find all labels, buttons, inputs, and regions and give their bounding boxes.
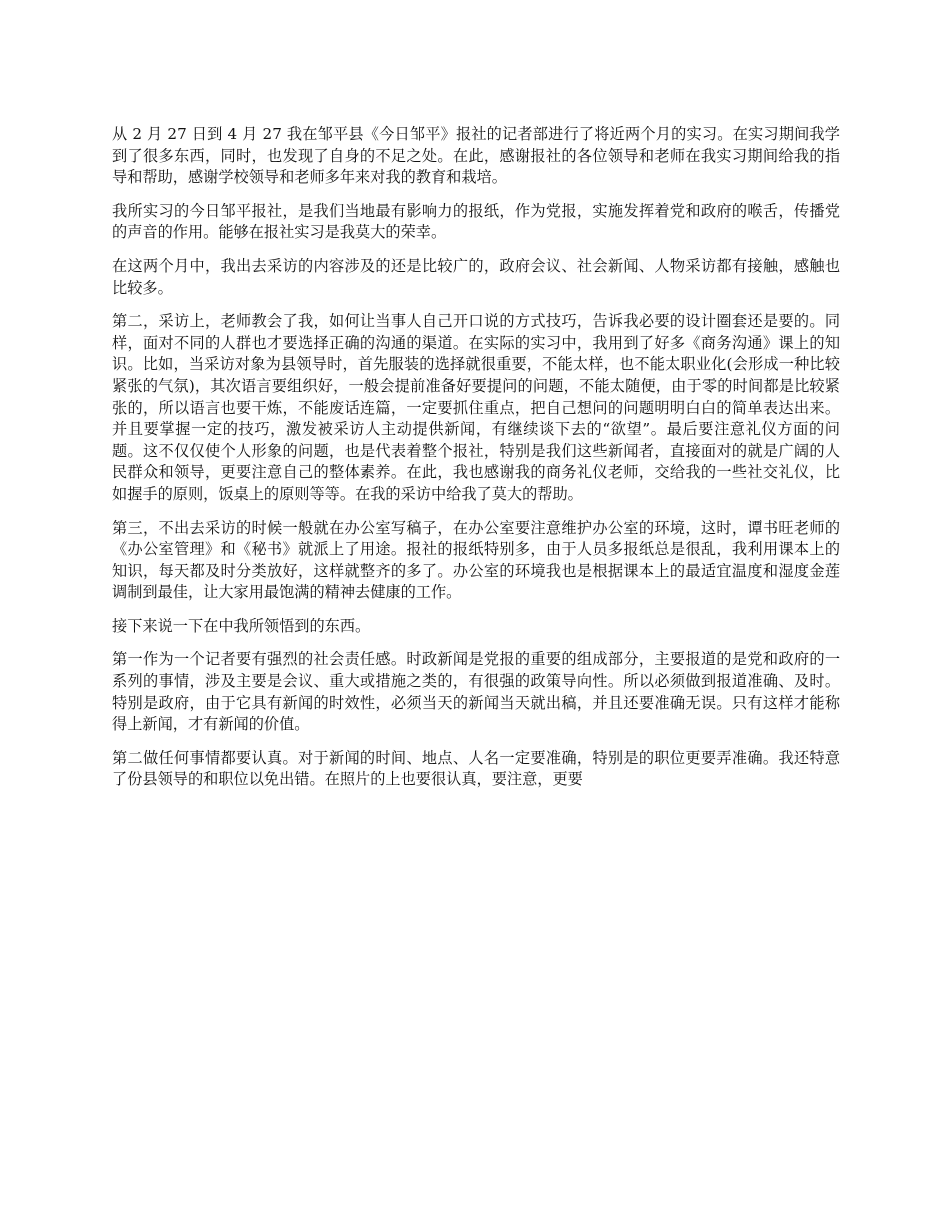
paragraph-second-interview: 第二，采访上，老师教会了我，如何让当事人自己开口说的方式技巧，告诉我必要的设计圈套还是要的。同样，面对不同的人群也才要选择正确的沟通的渠道。在实际的实习中，我用到了好多《商务沟通》课上的知识。比如，当采访对象为县领导时，首先服装的选择就很重要，不能太样，也不能太职业化(会形成一种比较紧张的气氛)，其次语言要组织好，一般会提前准备好要提问的问题，不能太随便，由于零的时间都是比较紧张的，所以语言也要干炼，不能废话连篇，一定要抓住重点，把自己想问的问题明明白白的简单表达出来。并且要掌握一定的技巧，激发被采访人主动提供新闻，有继续谈下去的“欲望”。最后要注意礼仪方面的问题。这不仅仅使个人形象的问题，也是代表着整个报社，特别是我们这些新闻者，直接面对的就是广阔的人民群众和领导，更要注意自己的整体素养。在此，我也感谢我的商务礼仪老师，交给我的一些社交礼仪，比如握手的原则，饭桌上的原则等等。在我的采访中给我了莫大的帮助。 bbox=[112, 312, 840, 503]
paragraph-intro: 从 2 月 27 日到 4 月 27 我在邹平县《今日邹平》报社的记者部进行了将近两个月的实习。在实习期间我学到了很多东西，同时，也发现了自身的不足之处。在此，感谢报社的各位领导和老师在我实习期间给我的指导和帮助，感谢学校领导和老师多年来对我的教育和栽培。 bbox=[112, 125, 840, 187]
paragraph-newspaper: 我所实习的今日邹平报社，是我们当地最有影响力的报纸，作为党报，实施发挥着党和政府的喉舌，传播党的声音的作用。能够在报社实习是我莫大的荣幸。 bbox=[112, 201, 840, 242]
paragraph-transition: 接下来说一下在中我所领悟到的东西。 bbox=[112, 616, 371, 635]
paragraph-third-office: 第三，不出去采访的时候一般就在办公室写稿子，在办公室要注意维护办公室的环境，这时，谭书旺老师的《办公室管理》和《秘书》就派上了用途。报社的报纸特别多，由于人员多报纸总是很乱，我利用课本上的知识，每天都及时分类放好，这样就整齐的多了。办公室的环境我也是根据课本上的最适宜温度和湿度金莲调制到最佳，让大家用最饱满的精神去健康的工作。 bbox=[112, 518, 840, 602]
paragraph-diligence: 第二做任何事情都要认真。对于新闻的时间、地点、人名一定要准确，特别是的职位更要弄准确。我还特意了份县领导的和职位以免出错。在照片的上也要很认真，要注意，更要 bbox=[112, 748, 840, 789]
paragraph-interview-scope: 在这两个月中，我出去采访的内容涉及的还是比较广的，政府会议、社会新闻、人物采访都有接触，感触也比较多。 bbox=[112, 256, 840, 297]
document-page bbox=[112, 124, 840, 803]
paragraph-responsibility: 第一作为一个记者要有强烈的社会责任感。时政新闻是党报的重要的组成部分，主要报道的是党和政府的一系列的事情，涉及主要是会议、重大或措施之类的，有很强的政策导向性。所以必须做到报道准确、及时。特别是政府，由于它具有新闻的时效性，必须当天的新闻当天就出稿，并且还要准确无误。只有这样才能称得上新闻，才有新闻的价值。 bbox=[112, 650, 840, 734]
